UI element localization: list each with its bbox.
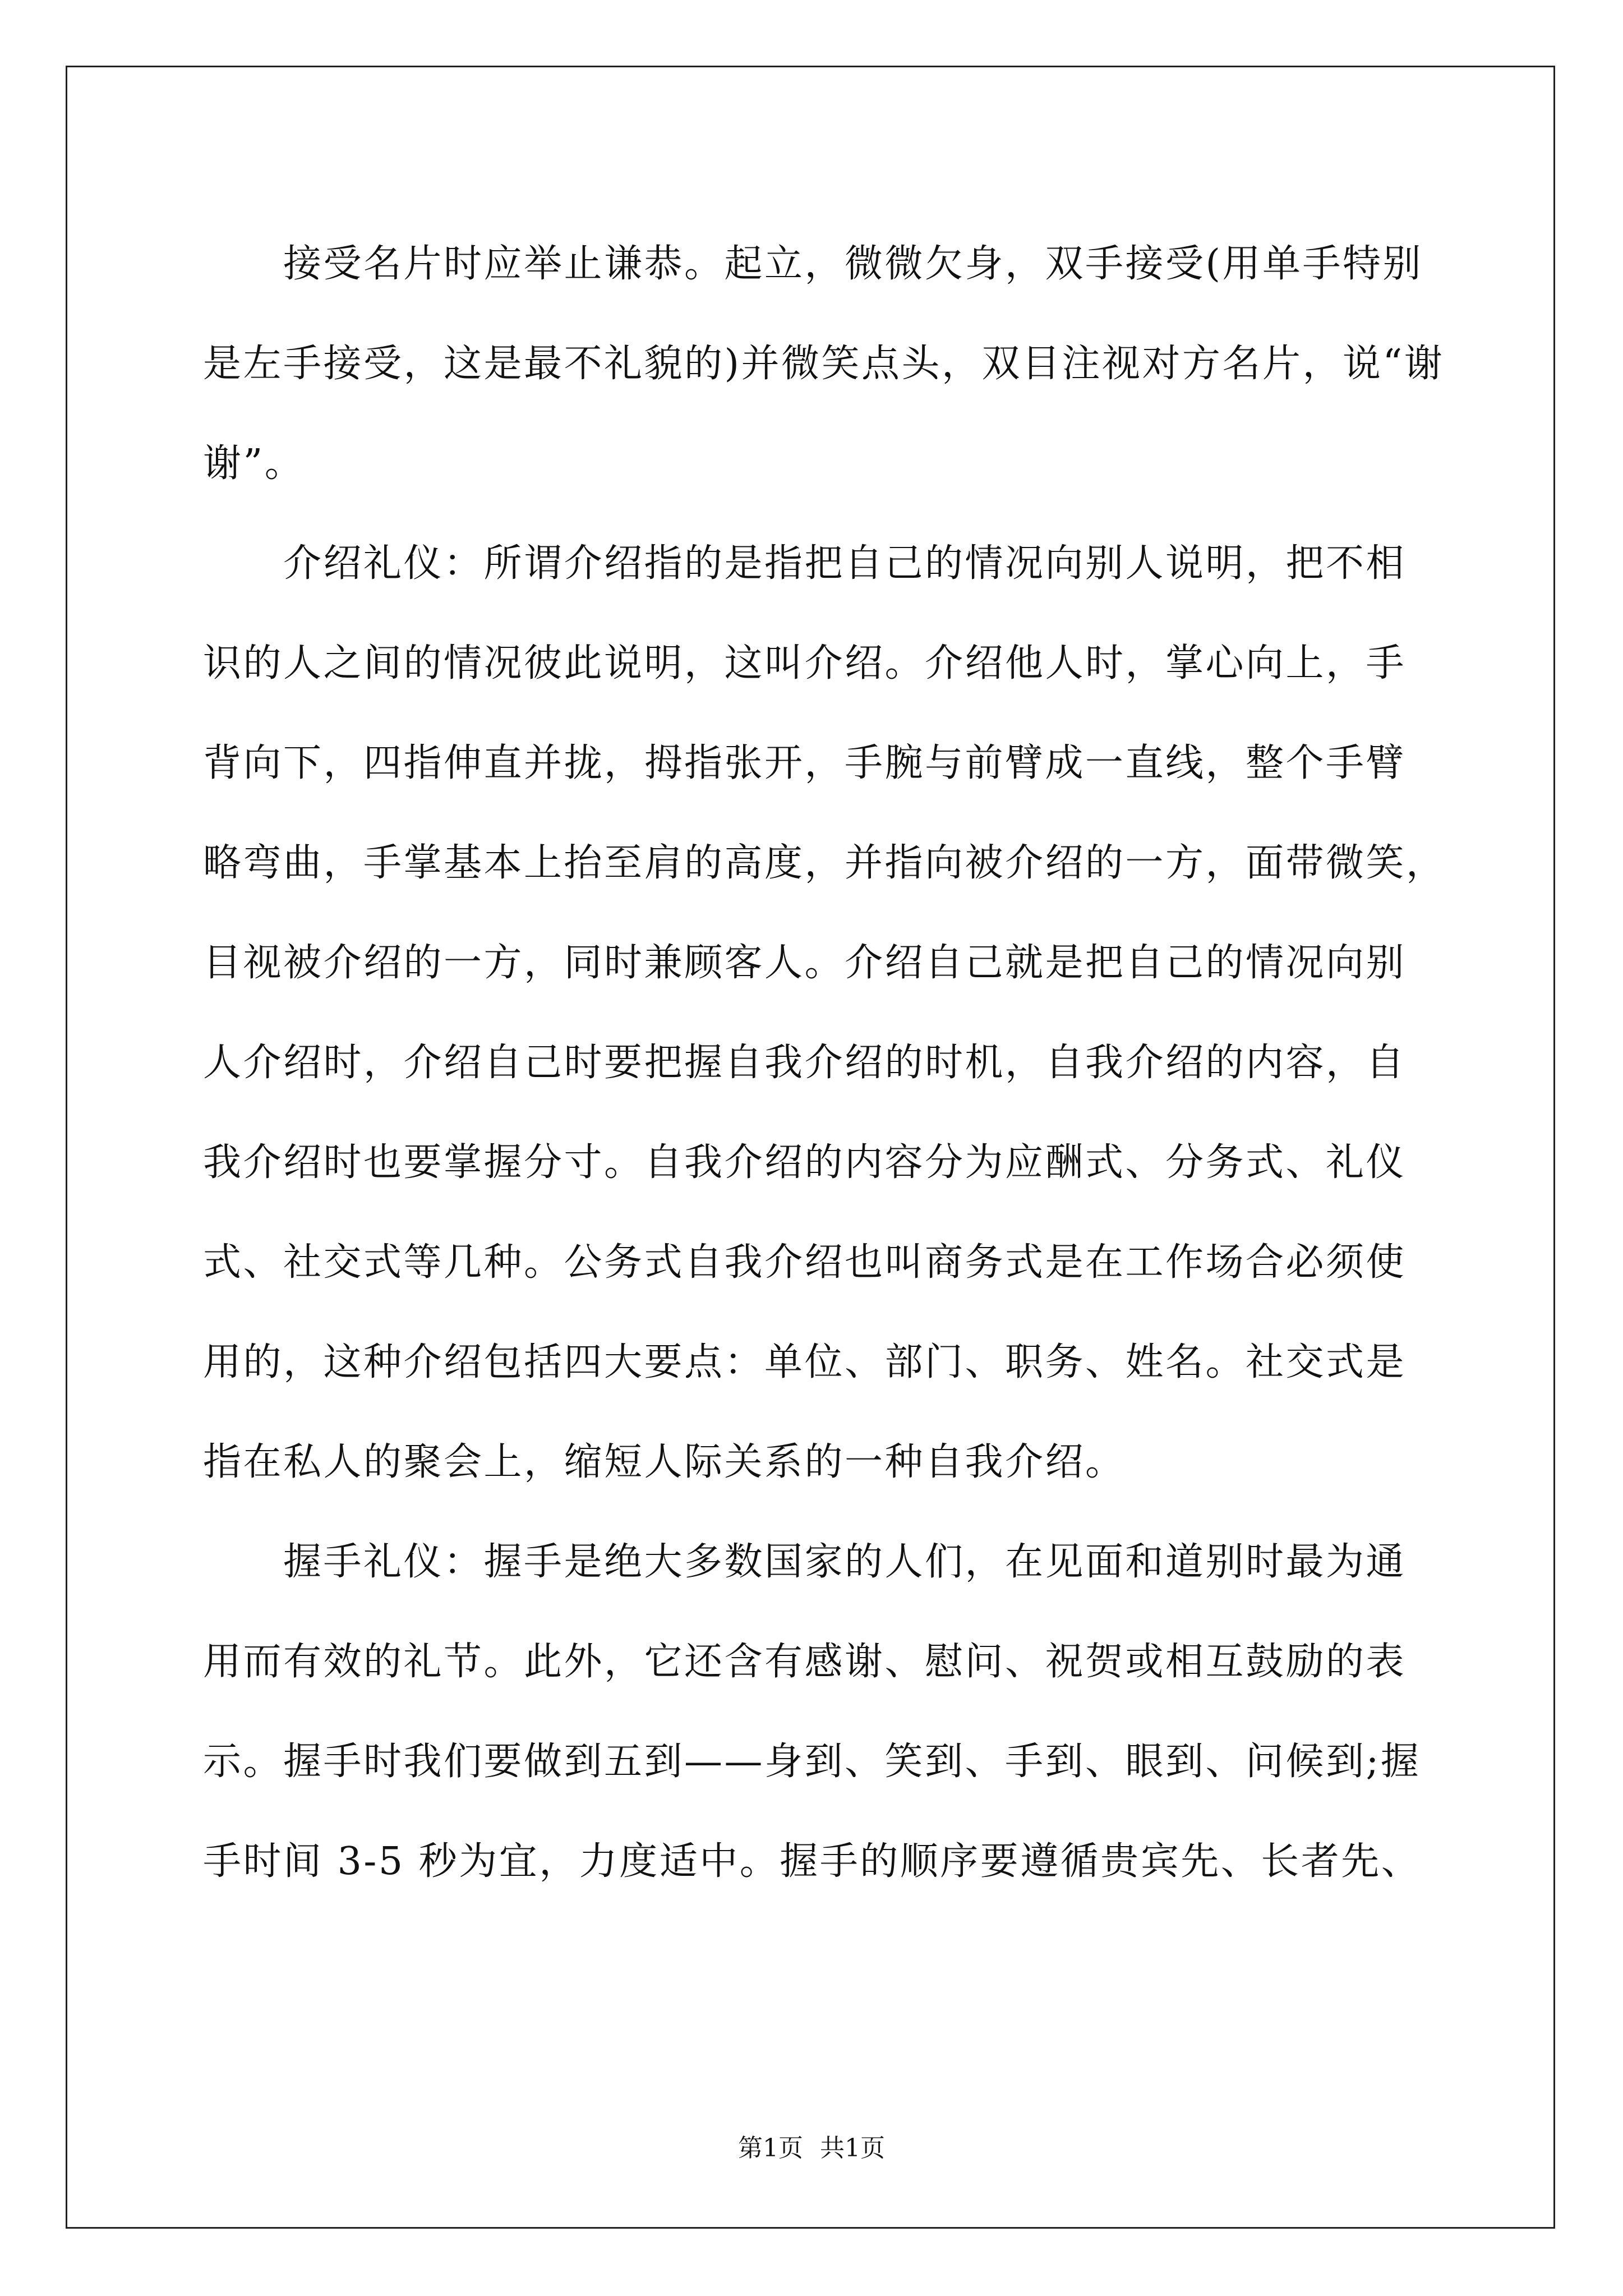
page-footer — [0, 2132, 1623, 2165]
text-line: 识的人之间的情况彼此说明，这叫介绍。介绍他人时，掌心向上，手 — [203, 641, 1407, 685]
text-line: 略弯曲，手掌基本上抬至肩的高度，并指向被介绍的一方，面带微笑， — [203, 841, 1446, 885]
text-line: 介绍礼仪：所谓介绍指的是指把自己的情况向别人说明，把不相 — [203, 541, 1407, 586]
text-line: 式、社交式等几种。公务式自我介绍也叫商务式是在工作场合必须使 — [203, 1240, 1407, 1285]
text-line: 用的，这种介绍包括四大要点：单位、部门、职务、姓名。社交式是 — [203, 1340, 1407, 1384]
text-line: 手时间 3-5 秒为宜，力度适中。握手的顺序要遵循贵宾先、长者先、 — [203, 1839, 1422, 1884]
text-line: 示。握手时我们要做到五到——身到、笑到、手到、眼到、问候到;握 — [203, 1740, 1421, 1784]
text-line: 人介绍时，介绍自己时要把握自我介绍的时机，自我介绍的内容，自 — [203, 1041, 1407, 1085]
text-line: 握手礼仪：握手是绝大多数国家的人们，在见面和道别时最为通 — [203, 1540, 1407, 1584]
text-line: 是左手接受，这是最不礼貌的)并微笑点头，双目注视对方名片，说“谢 — [203, 342, 1445, 386]
text-line: 背向下，四指伸直并拢，拇指张开，手腕与前臂成一直线，整个手臂 — [203, 741, 1407, 785]
document-body — [203, 214, 1446, 1912]
text-line: 指在私人的聚会上，缩短人际关系的一种自我介绍。 — [203, 1440, 1126, 1484]
page-number: 第1页 — [738, 2134, 803, 2162]
text-line: 谢”。 — [203, 441, 305, 486]
text-line: 目视被介绍的一方，同时兼顾客人。介绍自己就是把自己的情况向别 — [203, 941, 1407, 985]
text-line: 接受名片时应举止谦恭。起立，微微欠身，双手接受(用单手特别 — [203, 242, 1423, 286]
text-line: 用而有效的礼节。此外，它还含有感谢、慰问、祝贺或相互鼓励的表 — [203, 1640, 1407, 1684]
text-line: 我介绍时也要掌握分寸。自我介绍的内容分为应酬式、分务式、礼仪 — [203, 1140, 1407, 1185]
page-total: 共1页 — [820, 2134, 885, 2162]
